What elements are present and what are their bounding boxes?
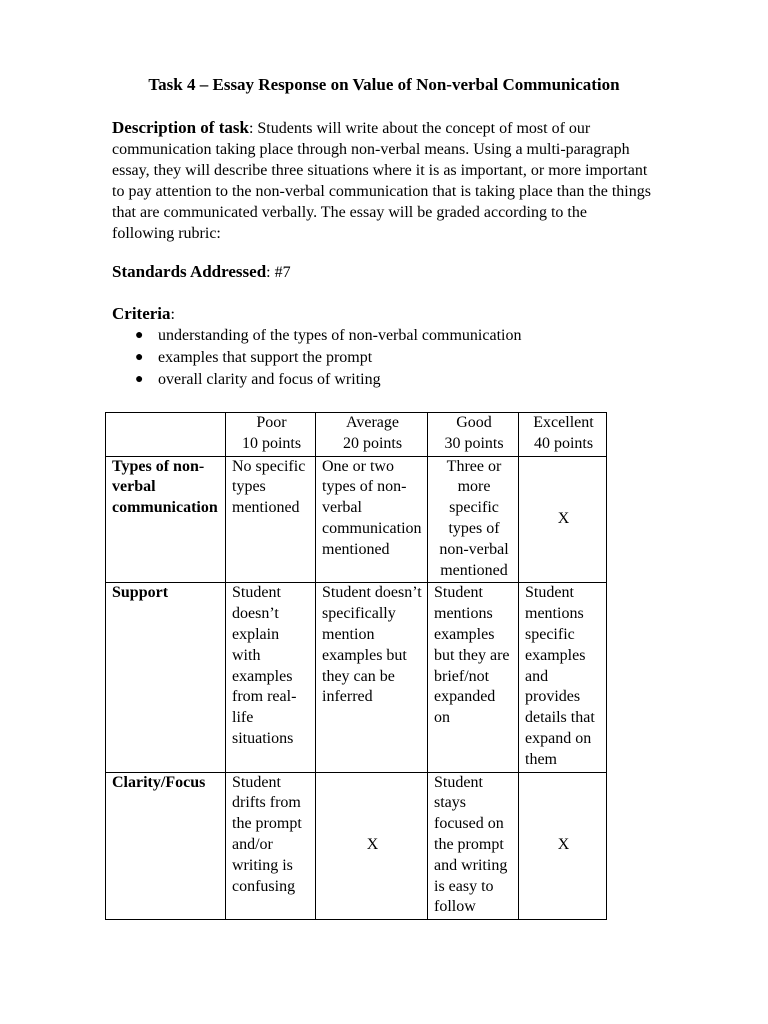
description-text: : Students will write about the concept of most of our communication taking place through non-verbal means. Using a multi-paragraph essay, they will describe three situations where it is as important, or more important to pay attention to the non-verbal communication that is taking place than the things that are communicated verbally. The essay will be graded according to the following rubric: <box>112 120 651 242</box>
header-points: 40 points <box>533 434 594 452</box>
criteria-item: examples that support the prompt <box>158 349 373 366</box>
table-header-row <box>106 413 607 457</box>
bullet-icon: ● <box>135 350 144 365</box>
header-empty-cell <box>106 413 226 457</box>
header-level: Good <box>456 414 492 431</box>
table-cell: Student drifts from the prompt and/or writing is confusing <box>226 772 316 920</box>
header-points: 30 points <box>444 434 504 452</box>
bullet-icon: ● <box>135 372 144 387</box>
header-points: 10 points <box>241 434 302 452</box>
x-mark: X <box>519 456 607 583</box>
criteria-item: understanding of the types of non-verbal communication <box>158 327 522 344</box>
header-cell-good <box>428 413 519 457</box>
header-level: Poor <box>256 414 287 431</box>
table-row <box>106 456 607 583</box>
table-row <box>106 583 607 772</box>
bullet-icon: ● <box>135 328 144 343</box>
rubric-table <box>105 412 607 920</box>
description-label: Description of task <box>112 118 249 137</box>
criteria-heading <box>112 303 652 325</box>
task-description <box>112 117 652 244</box>
x-mark: X <box>519 772 607 920</box>
list-item <box>112 325 652 347</box>
table-cell: Three or more specific types of non-verbal mentioned <box>428 456 519 583</box>
standards-text: : #7 <box>266 264 291 281</box>
criteria-label: Criteria <box>112 304 171 323</box>
header-cell-poor <box>226 413 316 457</box>
criteria-list <box>112 325 652 391</box>
header-level: Average <box>346 414 399 431</box>
table-cell: Student stays focused on the prompt and writing is easy to follow <box>428 772 519 920</box>
table-cell: Student doesn’t specifically mention examples but they can be inferred <box>316 583 428 772</box>
table-cell: One or two types of non-verbal communication mentioned <box>316 456 428 583</box>
x-mark: X <box>316 772 428 920</box>
table-cell: Student doesn’t explain with examples from real-life situations <box>226 583 316 772</box>
standards-addressed <box>112 261 652 283</box>
header-cell-average <box>316 413 428 457</box>
table-cell: Student mentions examples but they are brief/not expanded on <box>428 583 519 772</box>
page-title: Task 4 – Essay Response on Value of Non-verbal Communication <box>148 75 620 94</box>
list-item <box>112 369 652 391</box>
row-label: Support <box>106 583 226 772</box>
header-cell-excellent <box>519 413 607 457</box>
row-label: Types of non-verbal communication <box>106 456 226 583</box>
table-cell: No specific types mentioned <box>226 456 316 583</box>
table-row <box>106 772 607 920</box>
row-label: Clarity/Focus <box>106 772 226 920</box>
standards-label: Standards Addressed <box>112 262 267 281</box>
table-cell: Student mentions specific examples and provides details that expand on them <box>519 583 607 772</box>
header-level: Excellent <box>533 414 594 431</box>
header-points: 20 points <box>342 434 403 452</box>
criteria-item: overall clarity and focus of writing <box>158 371 381 388</box>
criteria-colon: : <box>170 306 175 323</box>
list-item <box>112 347 652 369</box>
